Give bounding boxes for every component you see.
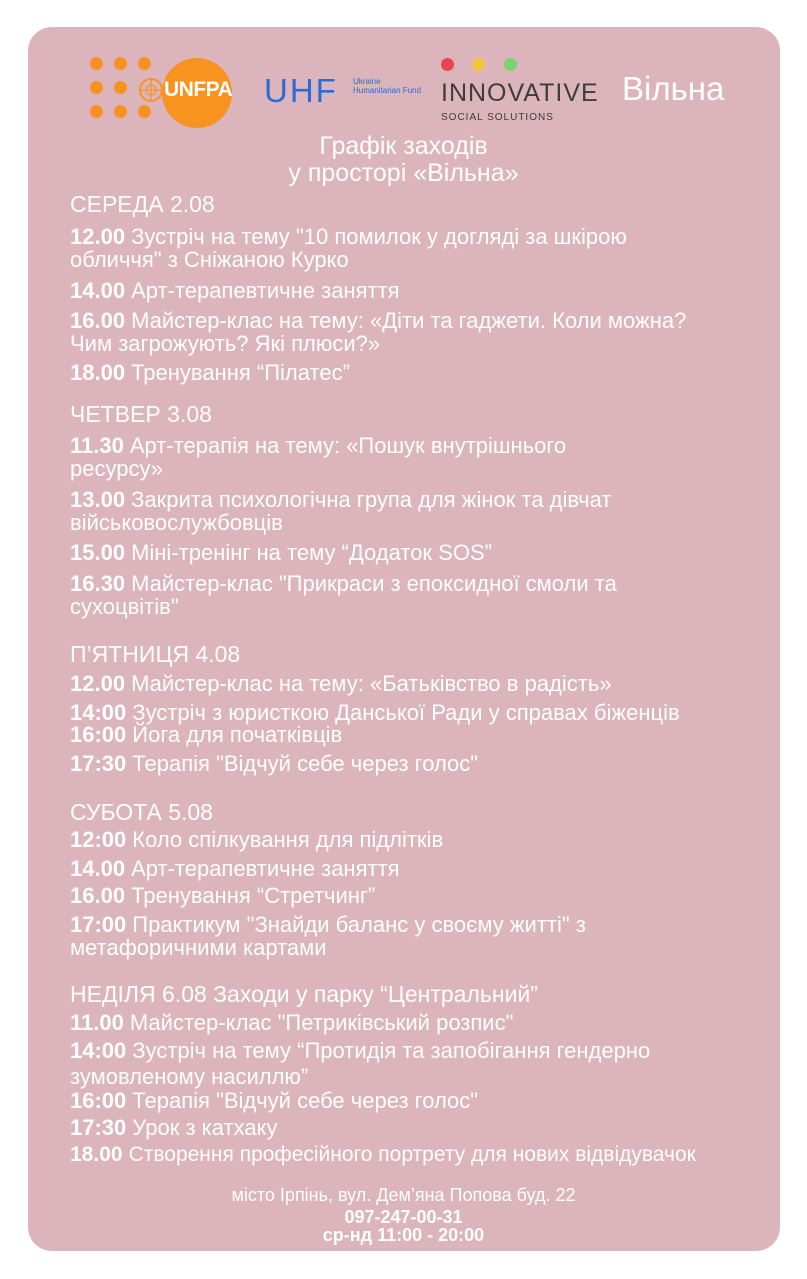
event-item: 17:30 Терапія "Відчуй себе через голос" [70, 751, 479, 776]
event-item: 17:00 Практикум "Знайди баланс у своєму житті" з метафоричними картами [70, 912, 586, 960]
event-item: 16:00 Йога для початківців [70, 722, 343, 747]
day-heading-wednesday: СЕРЕДА 2.08 [70, 191, 215, 217]
day-heading-saturday: СУБОТА 5.08 [70, 799, 213, 825]
event-item: 14.00 Арт-терапевтичне заняття [70, 856, 400, 881]
day-heading-friday: П’ЯТНИЦЯ 4.08 [70, 641, 241, 667]
un-emblem-icon [138, 77, 164, 103]
day-heading-thursday: ЧЕТВЕР 3.08 [70, 401, 212, 427]
address: місто Ірпінь, вул. Дем’яна Попова буд. 22 [231, 1185, 576, 1205]
event-item: 12.00 Зустріч на тему "10 помилок у догляді за шкірою обличчя" з Сніжаною Курко [70, 224, 627, 272]
event-item: 11.30 Арт-терапія на тему: «Пошук внутрішнього ресурсу» [70, 433, 567, 481]
innovative-logo: INNOVATIVE [441, 79, 599, 107]
event-item: 12:00 Коло спілкування для підлітків [70, 827, 444, 852]
event-item: 15.00 Міні-тренінг на тему “Додаток SOS” [70, 540, 492, 565]
event-item: 11.00 Майстер-клас "Петриківський розпис" [70, 1010, 514, 1035]
event-item: 12.00 Майстер-клас на тему: «Батьківство в радість» [70, 671, 612, 696]
event-item: 18.00 Створення професійного портрету для нових відвідувачок [70, 1143, 696, 1166]
event-item: 17:30 Урок з катхаку [70, 1115, 278, 1140]
event-item: 18.00 Тренування “Пілатес” [70, 360, 350, 385]
partner-logos [0, 0, 807, 130]
day-heading-sunday: НЕДІЛЯ 6.08 Заходи у парку “Центральний” [70, 981, 538, 1007]
schedule-title-line-2: у просторі «Вільна» [288, 159, 519, 187]
schedule-title-line-1: Графік заходів [319, 132, 488, 160]
innovative-logo-subtitle: SOCIAL SOLUTIONS [441, 112, 554, 123]
event-item: 16:00 Терапія "Відчуй себе через голос" [70, 1088, 479, 1113]
event-item: 16.00 Майстер-клас на тему: «Діти та гаджети. Коли можна? Чим загрожують? Які плюси?» [70, 308, 687, 356]
opening-hours: ср-нд 11:00 - 20:00 [322, 1225, 485, 1245]
event-item: 13.00 Закрита психологічна група для жінок та дівчат військовослужбовців [70, 487, 612, 535]
event-item: 14:00 Зустріч на тему “Протидія та запобігання гендерно зумовленому насиллю” [70, 1038, 651, 1089]
event-item: 16.30 Майстер-клас "Прикраси з епоксидної смоли та сухоцвітів" [70, 571, 617, 619]
uhf-logo-subtitle: Ukraine Humanitarian Fund [353, 77, 422, 95]
event-item: 14:00 Зустріч з юристкою Данської Ради у справах біженців [70, 700, 680, 725]
phone-number: 097-247-00-31 [344, 1207, 463, 1227]
event-item: 14.00 Арт-терапевтичне заняття [70, 278, 400, 303]
uhf-logo: UHF [264, 72, 338, 109]
event-item: 16.00 Тренування “Стретчинг” [70, 883, 376, 908]
unfpa-logo-text: UNFPA [164, 78, 233, 101]
vilna-logo: Вільна [622, 70, 725, 107]
